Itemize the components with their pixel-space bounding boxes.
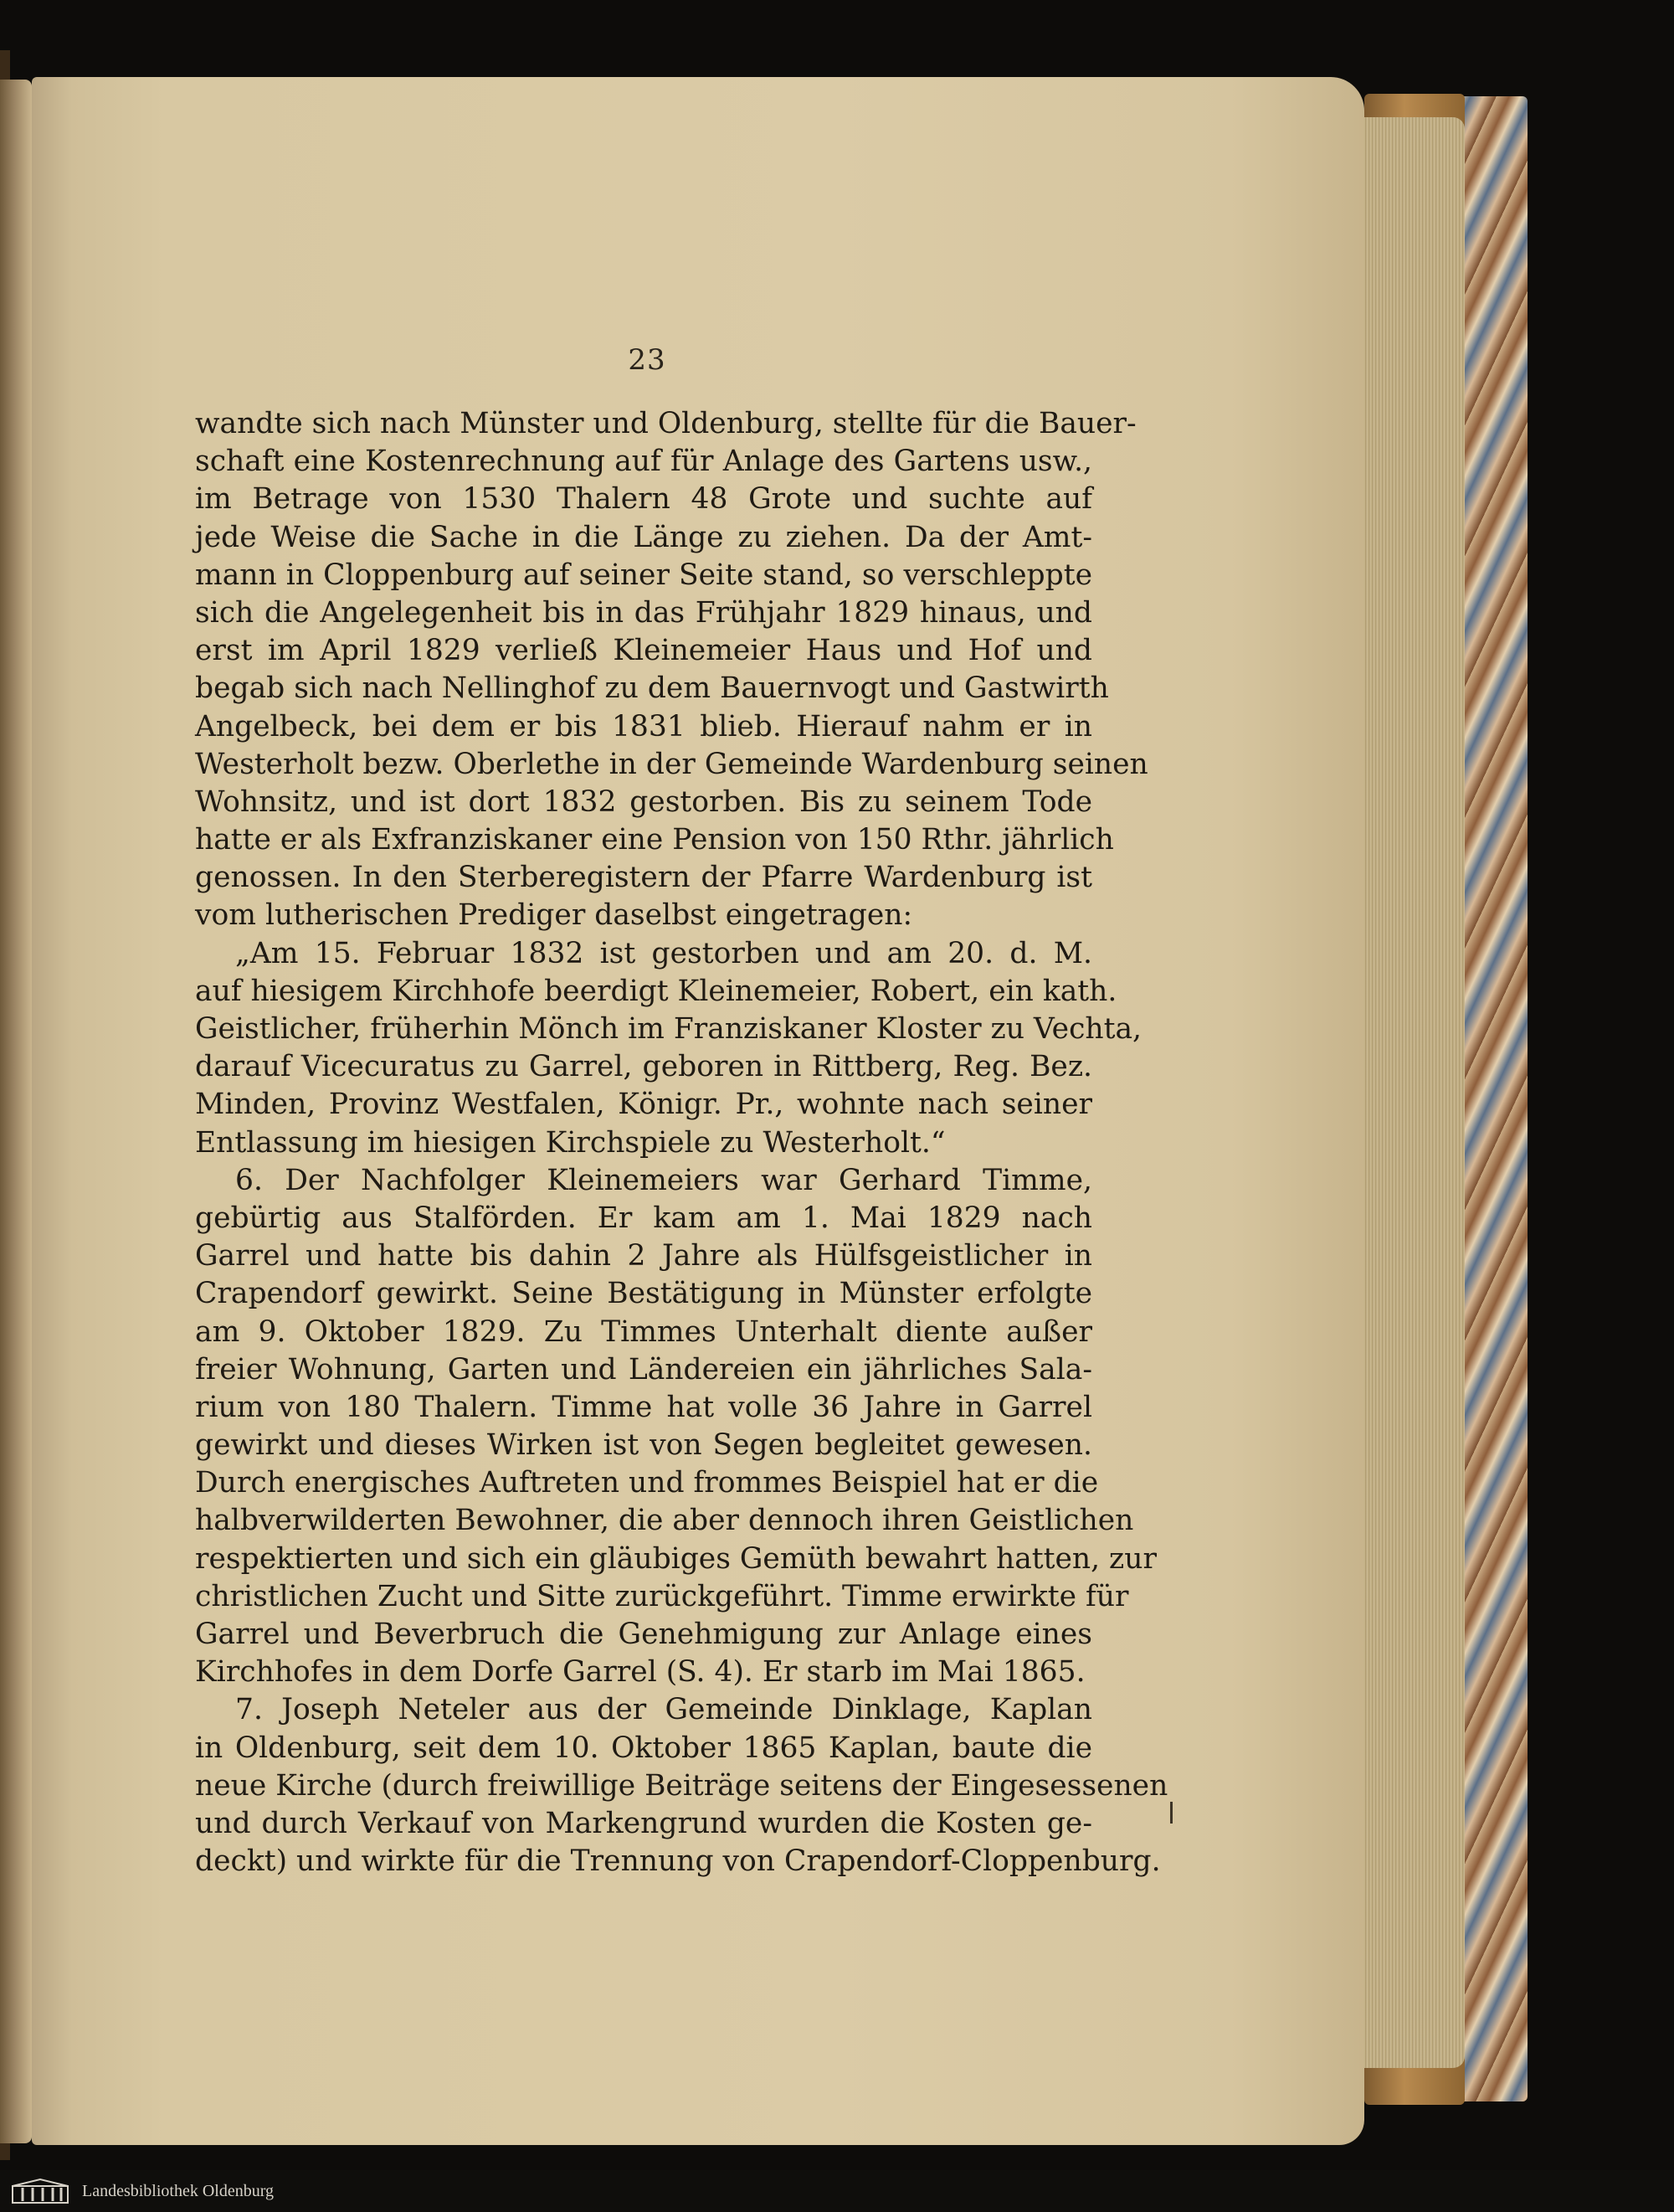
text-line: Geistlicher, früherhin Mönch im Franziskaner Kloster zu Vechta, bbox=[195, 1012, 1143, 1046]
text-line: sich die Angelegenheit bis in das Frühjahr 1829 hinaus, und bbox=[195, 595, 1092, 630]
text-line: am 9. Oktober 1829. Zu Timmes Unterhalt diente außer bbox=[195, 1314, 1092, 1349]
text-line: wandte sich nach Münster und Oldenburg, stellte für die Bauer- bbox=[195, 407, 1137, 440]
text-line: Durch energisches Auftreten und frommes Beispiel hat er die bbox=[195, 1466, 1099, 1500]
text-line: neue Kirche (durch freiwillige Beiträge seitens der Eingesessenen bbox=[195, 1768, 1168, 1803]
text-line: schaft eine Kostenrechnung auf für Anlage des Gartens usw., bbox=[195, 445, 1092, 479]
text-line: deckt) und wirkte für die Trennung von Crapendorf-Cloppenburg. bbox=[195, 1844, 1161, 1879]
text-line: und durch Verkauf von Markengrund wurden die Kosten ge- bbox=[195, 1806, 1092, 1840]
text-line: Westerholt bezw. Oberlethe in der Gemeinde Wardenburg seinen bbox=[195, 747, 1148, 781]
text-line: Angelbeck, bei dem er bis 1831 blieb. Hierauf nahm er in bbox=[195, 709, 1092, 743]
text-line: „Am 15. Februar 1832 ist gestorben und am 20. d. M. bbox=[235, 936, 1092, 970]
text-line: auf hiesigem Kirchhofe beerdigt Kleinemeier, Robert, ein kath. bbox=[195, 974, 1117, 1008]
text-line: gewirkt und dieses Wirken ist von Segen begleitet gewesen. bbox=[195, 1428, 1092, 1463]
stray-mark bbox=[1170, 1802, 1173, 1824]
text-line: in Oldenburg, seit dem 10. Oktober 1865 Kaplan, baute die bbox=[195, 1731, 1092, 1765]
text-line: hatte er als Exfranziskaner eine Pension von 150 Rthr. jährlich bbox=[195, 823, 1114, 857]
text-line: Garrel und Beverbruch die Genehmigung zur Anlage eines bbox=[195, 1618, 1092, 1651]
left-page-edge bbox=[0, 80, 32, 2143]
text-line: vom lutherischen Prediger daselbst eingetragen: bbox=[195, 898, 913, 933]
text-line: rium von 180 Thalern. Timme hat volle 36 Jahre in Garrel bbox=[195, 1390, 1092, 1424]
text-line: Entlassung im hiesigen Kirchspiele zu Westerholt.“ bbox=[195, 1125, 946, 1160]
text-line: jede Weise die Sache in die Länge zu ziehen. Da der Amt- bbox=[195, 520, 1092, 554]
text-line: freier Wohnung, Garten und Ländereien ein jährliches Sala- bbox=[195, 1352, 1092, 1386]
book-page bbox=[32, 77, 1364, 2145]
text-line: 6. Der Nachfolger Kleinemeiers war Gerhard Timme, bbox=[235, 1163, 1092, 1197]
text-line: gebürtig aus Stalförden. Er kam am 1. Mai 1829 nach bbox=[195, 1201, 1092, 1235]
text-line: respektierten und sich ein gläubiges Gemüth bewahrt hatten, zur bbox=[195, 1541, 1157, 1576]
page-number: 23 bbox=[628, 343, 666, 377]
text-line: mann in Cloppenburg auf seiner Seite stand, so verschleppte bbox=[195, 558, 1092, 592]
text-line: Crapendorf gewirkt. Seine Bestätigung in Münster erfolgte bbox=[195, 1277, 1092, 1311]
text-line: begab sich nach Nellinghof zu dem Bauernvogt und Gastwirth bbox=[195, 671, 1109, 706]
text-line: darauf Vicecuratus zu Garrel, geboren in Rittberg, Reg. Bez. bbox=[195, 1050, 1092, 1084]
text-line: christlichen Zucht und Sitte zurückgeführt. Timme erwirkte für bbox=[195, 1579, 1129, 1613]
text-line: Kirchhofes in dem Dorfe Garrel (S. 4). Er starb im Mai 1865. bbox=[195, 1655, 1086, 1690]
text-line: genossen. In den Sterberegistern der Pfarre Wardenburg ist bbox=[195, 861, 1092, 895]
text-line: im Betrage von 1530 Thalern 48 Grote und suchte auf bbox=[195, 482, 1092, 517]
text-line: Minden, Provinz Westfalen, Königr. Pr., wohnte nach seiner bbox=[195, 1088, 1092, 1122]
text-line: halbverwilderten Bewohner, die aber dennoch ihren Geistlichen bbox=[195, 1504, 1134, 1538]
library-building-icon bbox=[10, 2177, 70, 2205]
footer-bar bbox=[0, 2170, 1674, 2212]
body-text bbox=[195, 405, 1168, 1880]
text-line: 7. Joseph Neteler aus der Gemeinde Dinklage, Kaplan bbox=[235, 1693, 1092, 1727]
text-line: erst im April 1829 verließ Kleinemeier Haus und Hof und bbox=[195, 634, 1092, 668]
text-line: Garrel und hatte bis dahin 2 Jahre als Hülfsgeistlicher in bbox=[195, 1239, 1092, 1273]
text-line: Wohnsitz, und ist dort 1832 gestorben. Bis zu seinem Tode bbox=[195, 784, 1092, 819]
footer-library-name: Landesbibliothek Oldenburg bbox=[82, 2181, 275, 2200]
